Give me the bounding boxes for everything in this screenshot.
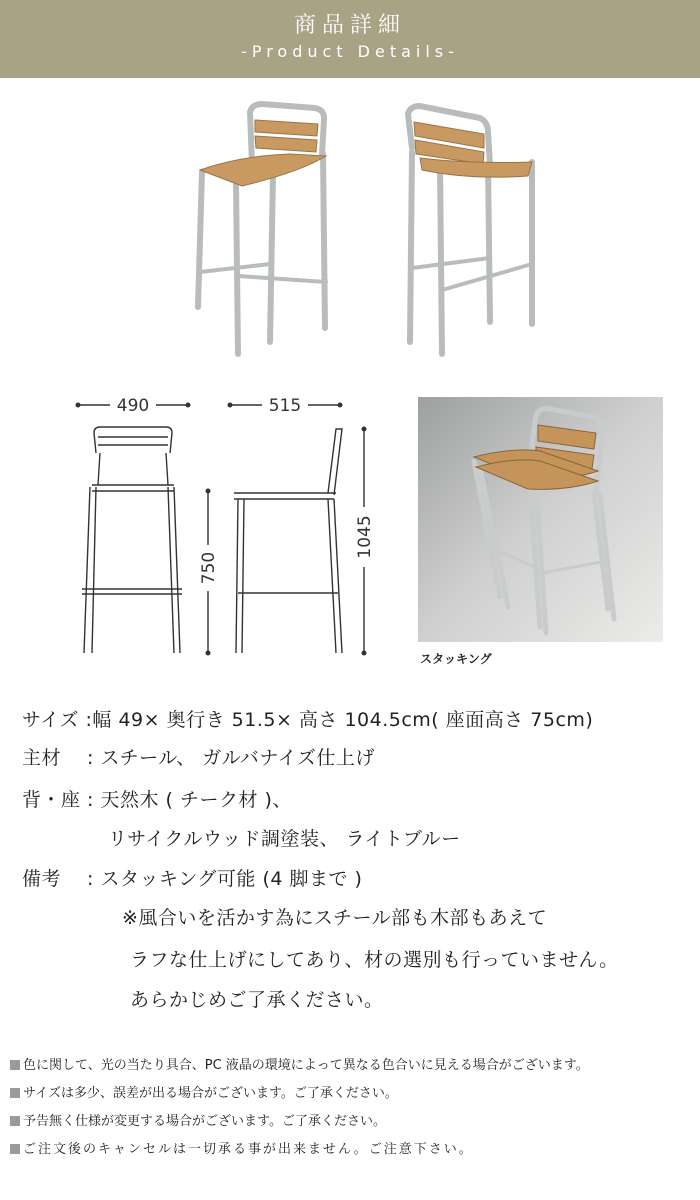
note-text: 予告無く仕様が変更する場合がございます。ご了承ください。	[23, 1114, 386, 1129]
stacking-caption: スタッキング	[420, 652, 492, 666]
note-text: 色に関して、光の当たり具合、PC 液晶の環境によって異なる色合いに見える場合がございます。	[23, 1058, 589, 1073]
dim-depth: 515	[268, 396, 302, 416]
note-spec-change	[10, 1110, 386, 1129]
stool-front-wood	[200, 120, 326, 186]
note-text: サイズは多少、誤差が出る場合がございます。ご了承ください。	[23, 1086, 398, 1101]
spec-back-seat-finish: リサイクルウッド調塗装、 ライトブルー	[108, 828, 461, 850]
note-color	[10, 1054, 589, 1073]
header-title: 商品詳細	[293, 13, 406, 38]
dim-width: 490	[116, 396, 150, 416]
spec-size: サイズ :幅 49× 奥行き 51.5× 高さ 104.5cm( 座面高さ 75cm)	[22, 709, 594, 731]
header-subtitle: -Product Details-	[241, 42, 459, 61]
note-text: ご注文後のキャンセルは一切承る事が出来ません。ご注意下さい。	[23, 1142, 474, 1157]
stool-rear-wood	[414, 122, 532, 177]
spec-material: 主材 : スチール、 ガルバナイズ仕上げ	[22, 747, 375, 769]
bullet-square-icon	[10, 1144, 20, 1154]
spec-remark-note-1: ※風合いを活かす為にスチール部も木部もあえて	[122, 907, 548, 929]
stacking-photo	[418, 397, 663, 642]
dim-total-height: 1045	[355, 515, 375, 559]
note-size	[10, 1082, 398, 1101]
dimension-diagram	[70, 395, 390, 665]
note-cancel	[10, 1138, 474, 1157]
bullet-square-icon	[10, 1088, 20, 1098]
spec-back-seat: 背・座 : 天然木 ( チーク材 )、	[22, 789, 292, 811]
spec-remarks: 備考 : スタッキング可能 (4 脚まで )	[22, 868, 363, 890]
dim-seat-height: 750	[199, 551, 219, 585]
spec-remark-note-2: ラフな仕上げにしてあり、材の選別も行っていません。	[130, 949, 619, 971]
product-photo	[150, 92, 550, 362]
bullet-square-icon	[10, 1060, 20, 1070]
spec-remark-note-3: あらかじめご了承ください。	[130, 989, 384, 1011]
page-header	[0, 0, 700, 78]
bullet-square-icon	[10, 1116, 20, 1126]
